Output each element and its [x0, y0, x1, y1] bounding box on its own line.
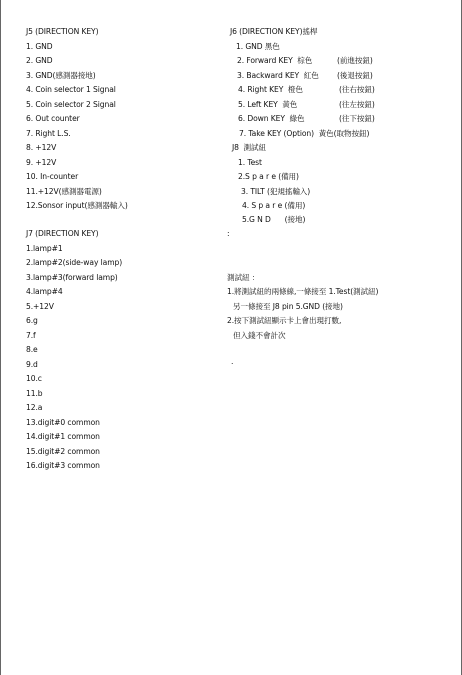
j5-item: 7. Right L.S. — [26, 128, 71, 138]
j6-item-note: (前進按鈕) — [337, 56, 373, 65]
j6-item-label: 6. Down KEY 綠色 — [238, 114, 305, 123]
j7-item: 6.g — [26, 316, 38, 325]
j5-item: 10. In-counter — [26, 172, 79, 181]
j5-item: 5. Coin selector 2 Signal — [26, 99, 116, 109]
j6-item-label: 3. Backward KEY 紅色 — [237, 70, 319, 80]
colon-mark: : — [227, 229, 230, 238]
j8-item: 5.G N D (接地) — [242, 215, 306, 224]
j5-item: 12.Sonsor input(感測器輸入) — [26, 201, 128, 210]
j5-item: 8. +12V — [26, 143, 57, 152]
j5-item: 3. GND(感測器接地) — [26, 70, 96, 80]
j5-item: 11.+12V(感測器電源) — [26, 186, 102, 196]
j8-item: 3. TILT (犯規搖輸入) — [241, 186, 311, 196]
j6-item-label: 7. Take KEY (Option) 黃色(取物按鈕) — [239, 128, 370, 138]
j7-item: 11.b — [26, 388, 43, 398]
j6-item-note: (往下按鈕) — [339, 114, 375, 123]
j7-item: 4.lamp#4 — [26, 287, 63, 296]
j8-item: 1. Test — [238, 157, 262, 167]
j7-item: 3.lamp#3(forward lamp) — [26, 272, 118, 282]
test-section-line: 但入錢不會計次 — [233, 330, 286, 340]
test-section-title: 測試紐 ： — [227, 272, 260, 282]
j5-item: 9. +12V — [26, 157, 57, 167]
j7-item: 16.digit#3 common — [26, 461, 100, 470]
test-section-line: 2.按下測試紐顯示卡上會出現打數, — [227, 316, 342, 325]
j7-item: 15.digit#2 common — [26, 446, 100, 456]
j6-item-note: (往右按鈕) — [339, 85, 375, 94]
j5-item: 4. Coin selector 1 Signal — [26, 85, 116, 94]
j6-item-label: 1. GND 黑色 — [236, 41, 280, 51]
dot-mark: . — [231, 357, 234, 366]
j6-item-label: 5. Left KEY 黃色 — [238, 99, 298, 109]
j5-item: 1. GND — [26, 41, 53, 51]
j6-item-label: 4. Right KEY 橙色 — [238, 85, 303, 94]
j7-item: 7.f — [26, 330, 36, 340]
j6-item-note: (後退按鈕) — [337, 70, 373, 80]
j7-item: 14.digit#1 common — [26, 432, 100, 441]
j7-item: 13.digit#0 common — [26, 417, 100, 427]
j5-item: 6. Out counter — [26, 114, 80, 123]
j6-item-label: 2. Forward KEY 棕色 — [237, 56, 313, 65]
j6-title: J6 (DIRECTION KEY)搖桿 — [230, 27, 318, 36]
test-section-line: 1.將測試紐的兩條線,一條接至 1.Test(測試紐) — [227, 287, 379, 296]
j7-item: 10.c — [26, 374, 42, 383]
test-section-line: 另一條接至 J8 pin 5.GND (接地) — [233, 301, 343, 311]
j7-item: 12.a — [26, 403, 43, 412]
j8-title: J8 測試紐 — [232, 143, 266, 152]
j7-item: 5.+12V — [26, 301, 54, 311]
j7-item: 2.lamp#2(side-way lamp) — [26, 258, 123, 267]
j5-item: 2. GND — [26, 56, 53, 65]
j7-item: 9.d — [26, 359, 38, 369]
j8-item: 2.S p a r e (備用) — [238, 172, 299, 181]
j8-item: 4. S p a r e (備用) — [242, 201, 306, 210]
j7-item: 8.e — [26, 345, 38, 354]
j6-item-note: (往左按鈕) — [339, 99, 375, 109]
j7-item: 1.lamp#1 — [26, 243, 63, 253]
j5-title: J5 (DIRECTION KEY) — [26, 27, 99, 36]
j7-title: J7 (DIRECTION KEY) — [26, 229, 99, 238]
